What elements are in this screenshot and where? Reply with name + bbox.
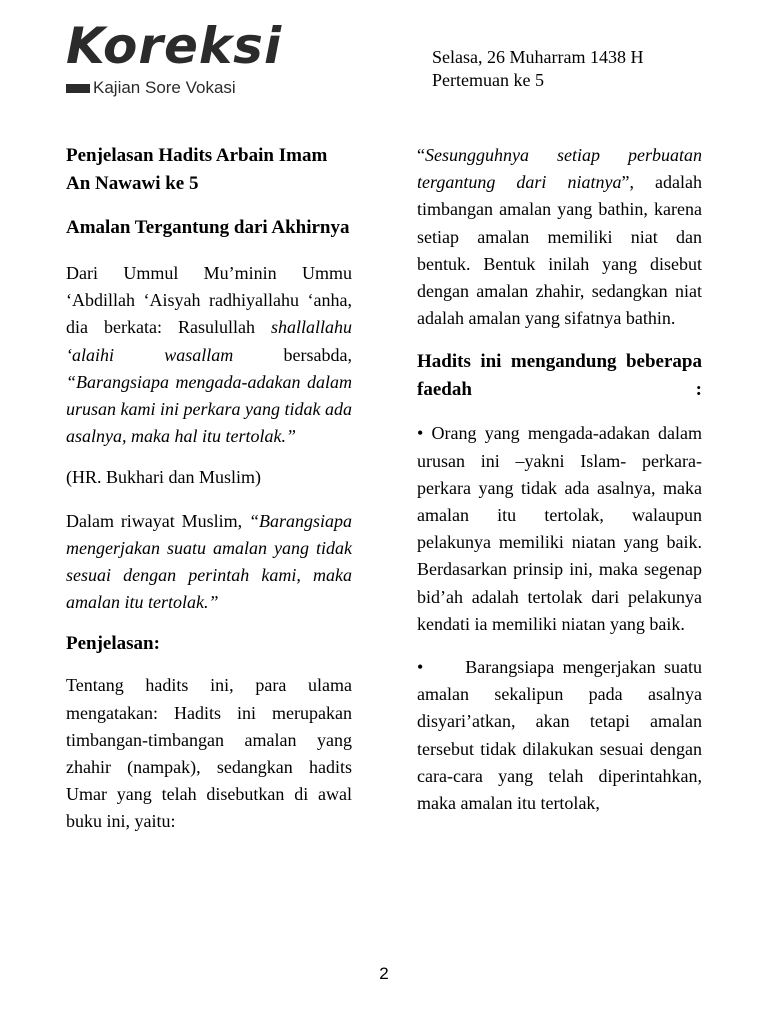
hadith-paragraph bbox=[66, 260, 352, 450]
muslim-lead: Dalam riwayat Muslim, bbox=[66, 510, 249, 531]
benefit-item-2 bbox=[417, 654, 702, 817]
muslim-quote: “Barangsiapa mengerjakan suatu amalan yang tidak sesuai dengan perintah kami, maka amalan itu tertolak.” bbox=[66, 510, 352, 613]
benefits-heading: Hadits ini mengandung beberapa faedah : bbox=[417, 351, 702, 401]
niat-rest: ”, adalah timbangan amalan yang bathin, karena setiap amalan memiliki niat dan bentuk. Bentuk inilah yang disebut dengan amalan zhahir, sedangkan niat adalah amalan yang sifatnya bathin. bbox=[417, 172, 702, 329]
bullet-icon: • bbox=[417, 657, 424, 678]
niat-paragraph bbox=[417, 142, 702, 332]
hadith-honorific: shallallahu ‘alaihi wasallam bbox=[66, 317, 352, 365]
explanation-heading: Penjelasan: bbox=[66, 633, 160, 655]
logo-bar bbox=[66, 84, 90, 93]
page-number: 2 bbox=[379, 964, 389, 983]
left-column bbox=[66, 142, 352, 836]
explanation-paragraph: Tentang hadits ini, para ulama mengatakan: Hadits ini merupakan timbangan-timbangan amalan yang zhahir (nampak), sedangkan hadits Umar yang telah disebutkan di awal buku ini, yaitu: bbox=[66, 675, 352, 832]
bullet-icon: • bbox=[417, 423, 424, 444]
hadith-verb: bersabda, bbox=[233, 344, 353, 365]
right-column bbox=[417, 142, 702, 817]
benefit-text-2: Barangsiapa mengerjakan suatu amalan sekalipun pada asalnya disyari’atkan, akan tetapi amalan tersebut tidak dilakukan sesuai dengan cara-cara yang telah diperintahkan, maka amalan itu tertolak, bbox=[417, 657, 702, 814]
logo-subtitle: Kajian Sore Vokasi bbox=[93, 78, 236, 97]
article-title: Penjelasan Hadits Arbain Imam An Nawawi ke 5 bbox=[66, 145, 328, 194]
hadith-lead: Dari Ummul Mu’minin Ummu ‘Abdillah ‘Aisyah radhiyallahu ‘anha, dia berkata: Rasulullah bbox=[66, 263, 352, 338]
benefit-item-1 bbox=[417, 420, 702, 638]
header-date: Selasa, 26 Muharram 1438 H bbox=[432, 47, 644, 67]
niat-quote: Sesungguhnya setiap perbuatan tergantung dari niatnya bbox=[417, 145, 702, 193]
niat-quote-open: “ bbox=[417, 145, 425, 165]
header-info bbox=[432, 46, 643, 92]
logo-title: Koreksi bbox=[66, 17, 283, 75]
muslim-narration bbox=[66, 508, 352, 617]
header-meeting: Pertemuan ke 5 bbox=[432, 70, 544, 90]
hadith-quote: “Barangsiapa mengada-adakan dalam urusan kami ini perkara yang tidak ada asalnya, maka hal itu tertolak.” bbox=[66, 371, 352, 447]
benefit-text-1: Orang yang mengada-adakan dalam urusan ini –yakni Islam- perkara-perkara yang tidak ada asalnya, maka amalan itu tertolak, walaupun pelakunya memiliki niatan yang baik. Berdasarkan prinsip ini, maka segenap bid’ah adalah tertolak dari pelakunya kendati ia memiliki niatan yang baik. bbox=[417, 423, 702, 634]
hadith-source: (HR. Bukhari dan Muslim) bbox=[66, 467, 261, 488]
logo bbox=[66, 17, 283, 100]
article-subtitle: Amalan Tergantung dari Akhirnya bbox=[66, 217, 350, 238]
